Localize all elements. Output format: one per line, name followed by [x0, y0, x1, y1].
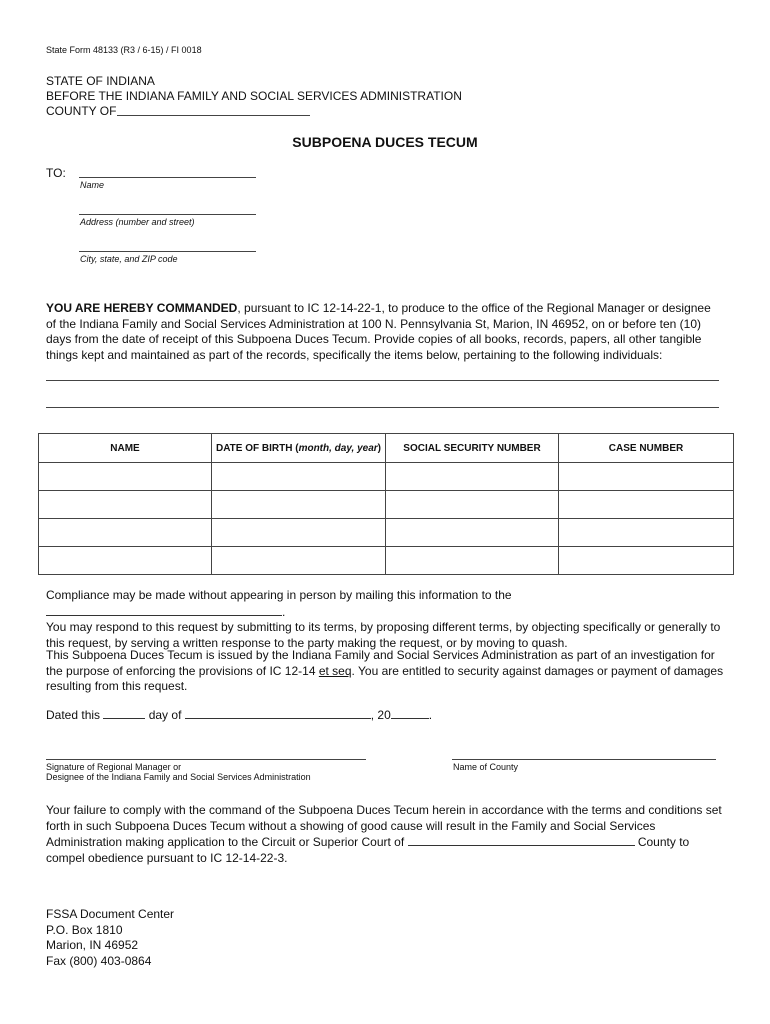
items-line-2[interactable] [46, 407, 719, 408]
signature-line[interactable] [46, 759, 366, 760]
footer-line-4: Fax (800) 403-0864 [46, 953, 152, 968]
cell-ssn[interactable] [386, 463, 559, 491]
table-header-row [39, 434, 734, 463]
cell-name[interactable] [39, 519, 212, 547]
cell-case[interactable] [559, 547, 734, 575]
to-city-field[interactable] [79, 251, 256, 252]
agency-heading: BEFORE THE INDIANA FAMILY AND SOCIAL SERVICES ADMINISTRATION [46, 89, 462, 103]
table-row [39, 463, 734, 491]
month-field[interactable] [185, 707, 371, 719]
compliance-period: . [282, 604, 286, 619]
et-seq: et seq [318, 663, 352, 678]
cell-case[interactable] [559, 519, 734, 547]
command-lead: YOU ARE HEREBY COMMANDED [46, 301, 238, 315]
year-prefix: , 20 [370, 708, 391, 722]
command-body: , pursuant to IC 12-14-22-1, to produce to the office of the Regional Manager or designee of the Indiana Family and Social Services Administration at 100 N. Pennsylvania St, Marion, IN 46952, on or before ten (10) days from the date of receipt of this Subpoena Duces Tecum. Provide copies of all books, records, papers, all other tangible things kept and maintained as part of the records, specifically the items below, pertaining to the following individuals: [46, 301, 711, 362]
county-label: COUNTY OF [46, 104, 117, 118]
signature-caption-1: Signature of Regional Manager or [46, 762, 182, 772]
footer-line-1: FSSA Document Center [46, 907, 175, 921]
address-caption: Address (number and street) [80, 217, 195, 227]
table-row [39, 547, 734, 575]
mailing-address-field[interactable] [46, 604, 282, 616]
county-name-caption: Name of County [453, 762, 519, 772]
compliance-paragraph [46, 588, 730, 651]
col-header-name: NAME [39, 434, 212, 463]
compliance-rest: You may respond to this request by submitting to its terms, by proposing different terms, by objecting specifically or generally to this request, by serving a written response to the party making the request, or by moving to quash. [46, 620, 721, 650]
footer-line-2: P.O. Box 1810 [46, 922, 123, 937]
table-row [39, 491, 734, 519]
cell-ssn[interactable] [386, 491, 559, 519]
table-row [39, 519, 734, 547]
city-caption: City, state, and ZIP code [80, 254, 178, 264]
cell-ssn[interactable] [386, 547, 559, 575]
failure-text-1: Your failure to comply with the command of the Subpoena Duces Tecum herein in accordance with the terms and conditions set forth in such Subpoena Duces Tecum without a showing of good cause will result in the Family and Social Services Administration making application to the Circuit or Superior Court of [46, 803, 722, 849]
failure-text-2: County to compel obedience pursuant to IC 12-14-22-3. [46, 835, 690, 865]
document-title: SUBPOENA DUCES TECUM [292, 134, 478, 150]
day-of-label: day of [145, 708, 185, 722]
county-field[interactable] [117, 115, 310, 116]
county-name-line[interactable] [452, 759, 716, 760]
dated-line [46, 707, 432, 724]
individuals-table [38, 433, 734, 575]
cell-case[interactable] [559, 463, 734, 491]
col-header-case: CASE NUMBER [559, 434, 734, 463]
items-line-1[interactable] [46, 380, 719, 381]
dated-period: . [428, 708, 433, 722]
cell-name[interactable] [39, 547, 212, 575]
name-caption: Name [80, 180, 105, 190]
signature-caption-2: Designee of the Indiana Family and Social Services Administration [46, 772, 311, 782]
compliance-line1: Compliance may be made without appearing in person by mailing this information to the [46, 588, 512, 602]
year-field[interactable] [391, 707, 429, 719]
cell-dob[interactable] [212, 519, 386, 547]
cell-case[interactable] [559, 491, 734, 519]
command-paragraph [46, 301, 716, 363]
state-heading: STATE OF INDIANA [46, 74, 155, 88]
to-name-field[interactable] [79, 177, 256, 178]
dated-label: Dated this [46, 708, 104, 722]
issued-paragraph [46, 648, 730, 695]
cell-dob[interactable] [212, 463, 386, 491]
col-header-dob: DATE OF BIRTH (month, day, year) [212, 434, 386, 463]
issued-text-2: . You are entitled to security against damages or payment of damages resulting from this request. [46, 663, 724, 693]
to-address-field[interactable] [79, 214, 256, 215]
day-field[interactable] [103, 707, 145, 719]
footer-address [46, 907, 174, 969]
form-number: State Form 48133 (R3 / 6-15) / FI 0018 [46, 45, 202, 55]
court-county-field[interactable] [408, 834, 635, 846]
cell-ssn[interactable] [386, 519, 559, 547]
footer-line-3: Marion, IN 46952 [46, 938, 139, 952]
failure-paragraph [46, 803, 730, 866]
col-header-ssn: SOCIAL SECURITY NUMBER [386, 434, 559, 463]
cell-name[interactable] [39, 463, 212, 491]
issued-text-1: This Subpoena Duces Tecum is issued by the Indiana Family and Social Services Administration as part of an investigation for the purpose of enforcing the provisions of IC 12-14 [46, 648, 715, 678]
to-label: TO: [46, 166, 66, 180]
cell-dob[interactable] [212, 491, 386, 519]
cell-name[interactable] [39, 491, 212, 519]
cell-dob[interactable] [212, 547, 386, 575]
